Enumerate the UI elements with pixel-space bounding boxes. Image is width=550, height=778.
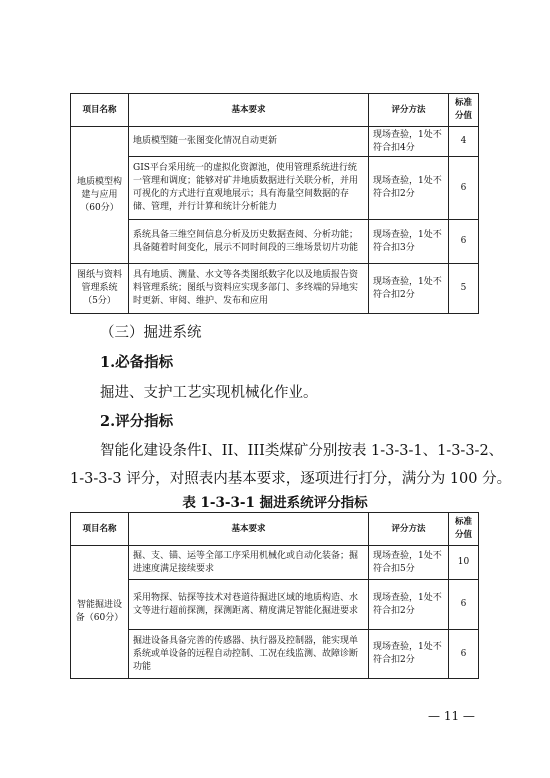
table-2	[70, 512, 479, 679]
method-cell: 现场查验，1处不符合扣2分	[369, 264, 449, 314]
project-name-cell: 智能掘进设备（60分）	[71, 546, 129, 679]
score-cell: 4	[449, 127, 479, 157]
table-row	[71, 157, 479, 220]
requirement-cell: GIS平台采用统一的虚拟化资源池，使用管理系统进行统一管理和调度；能够对矿井地质数据进行关联分析，并用可视化的方式进行直观地展示；具有海量空间数据的存储、管理，并行计算和统计分析能力	[129, 157, 369, 220]
method-cell: 现场查验，1处不符合扣5分	[369, 546, 449, 580]
score-cell: 5	[449, 264, 479, 314]
requirement-cell: 地质模型随一张图变化情况自动更新	[129, 127, 369, 157]
header-basic-req: 基本要求	[129, 513, 369, 546]
table-header-row	[71, 94, 479, 127]
table-caption: 表 1-3-3-1 掘进系统评分指标	[182, 495, 368, 511]
header-standard-score: 标准分值	[449, 94, 479, 127]
section-heading: （三）掘进系统	[100, 325, 202, 341]
header-scoring-method: 评分方法	[369, 94, 449, 127]
header-basic-req: 基本要求	[129, 94, 369, 127]
method-cell: 现场查验，1处不符合扣4分	[369, 127, 449, 157]
project-name-cell: 地质模型构建与应用（60分）	[71, 127, 129, 264]
requirement-cell: 掘进设备具备完善的传感器、执行器及控制器，能实现单系统或单设备的远程自动控制、工况在线监测、故障诊断功能	[129, 630, 369, 679]
requirement-cell: 系统具备三维空间信息分析及历史数据查阅、分析功能；具备随着时间变化，展示不同时间段的三维场景切片功能	[129, 220, 369, 264]
project-name-cell: 图纸与资料管理系统（5分）	[71, 264, 129, 314]
score-cell: 10	[449, 546, 479, 580]
method-cell: 现场查验，1处不符合扣2分	[369, 580, 449, 630]
method-cell: 现场查验，1处不符合扣2分	[369, 157, 449, 220]
paragraph-scoring-line1: 智能化建设条件I、II、III类煤矿分别按表 1-3-3-1、1-3-3-2、	[100, 443, 504, 459]
table-row	[71, 546, 479, 580]
table-row	[71, 264, 479, 314]
method-cell: 现场查验，1处不符合扣2分	[369, 630, 449, 679]
page-number: — 11 —	[428, 709, 475, 723]
header-project-name: 项目名称	[71, 513, 129, 546]
header-scoring-method: 评分方法	[369, 513, 449, 546]
table-row	[71, 630, 479, 679]
score-cell: 6	[449, 630, 479, 679]
subheading-required: 1.必备指标	[100, 354, 174, 371]
score-cell: 6	[449, 580, 479, 630]
subheading-scoring: 2.评分指标	[100, 413, 174, 430]
table-row	[71, 580, 479, 630]
table-row	[71, 220, 479, 264]
method-cell: 现场查验，1处不符合扣3分	[369, 220, 449, 264]
table-header-row	[71, 513, 479, 546]
score-cell: 6	[449, 157, 479, 220]
table-1	[70, 93, 479, 314]
paragraph-required: 掘进、支护工艺实现机械化作业。	[100, 385, 318, 401]
header-standard-score: 标准分值	[449, 513, 479, 546]
requirement-cell: 具有地质、测量、水文等各类图纸数字化以及地质报告资料管理系统；图纸与资料应实现多部门、多终端的异地实时更新、审阅、维护、发布和应用	[129, 264, 369, 314]
paragraph-scoring-line2: 1-3-3-3 评分，对照表内基本要求，逐项进行打分，满分为 100 分。	[70, 471, 512, 487]
requirement-cell: 采用物探、钻探等技术对巷道待掘进区域的地质构造、水文等进行超前探测，探测距离、精度满足智能化掘进要求	[129, 580, 369, 630]
score-cell: 6	[449, 220, 479, 264]
table-row	[71, 127, 479, 157]
header-project-name: 项目名称	[71, 94, 129, 127]
requirement-cell: 掘、支、锚、运等全部工序采用机械化或自动化装备；掘进速度满足接续要求	[129, 546, 369, 580]
